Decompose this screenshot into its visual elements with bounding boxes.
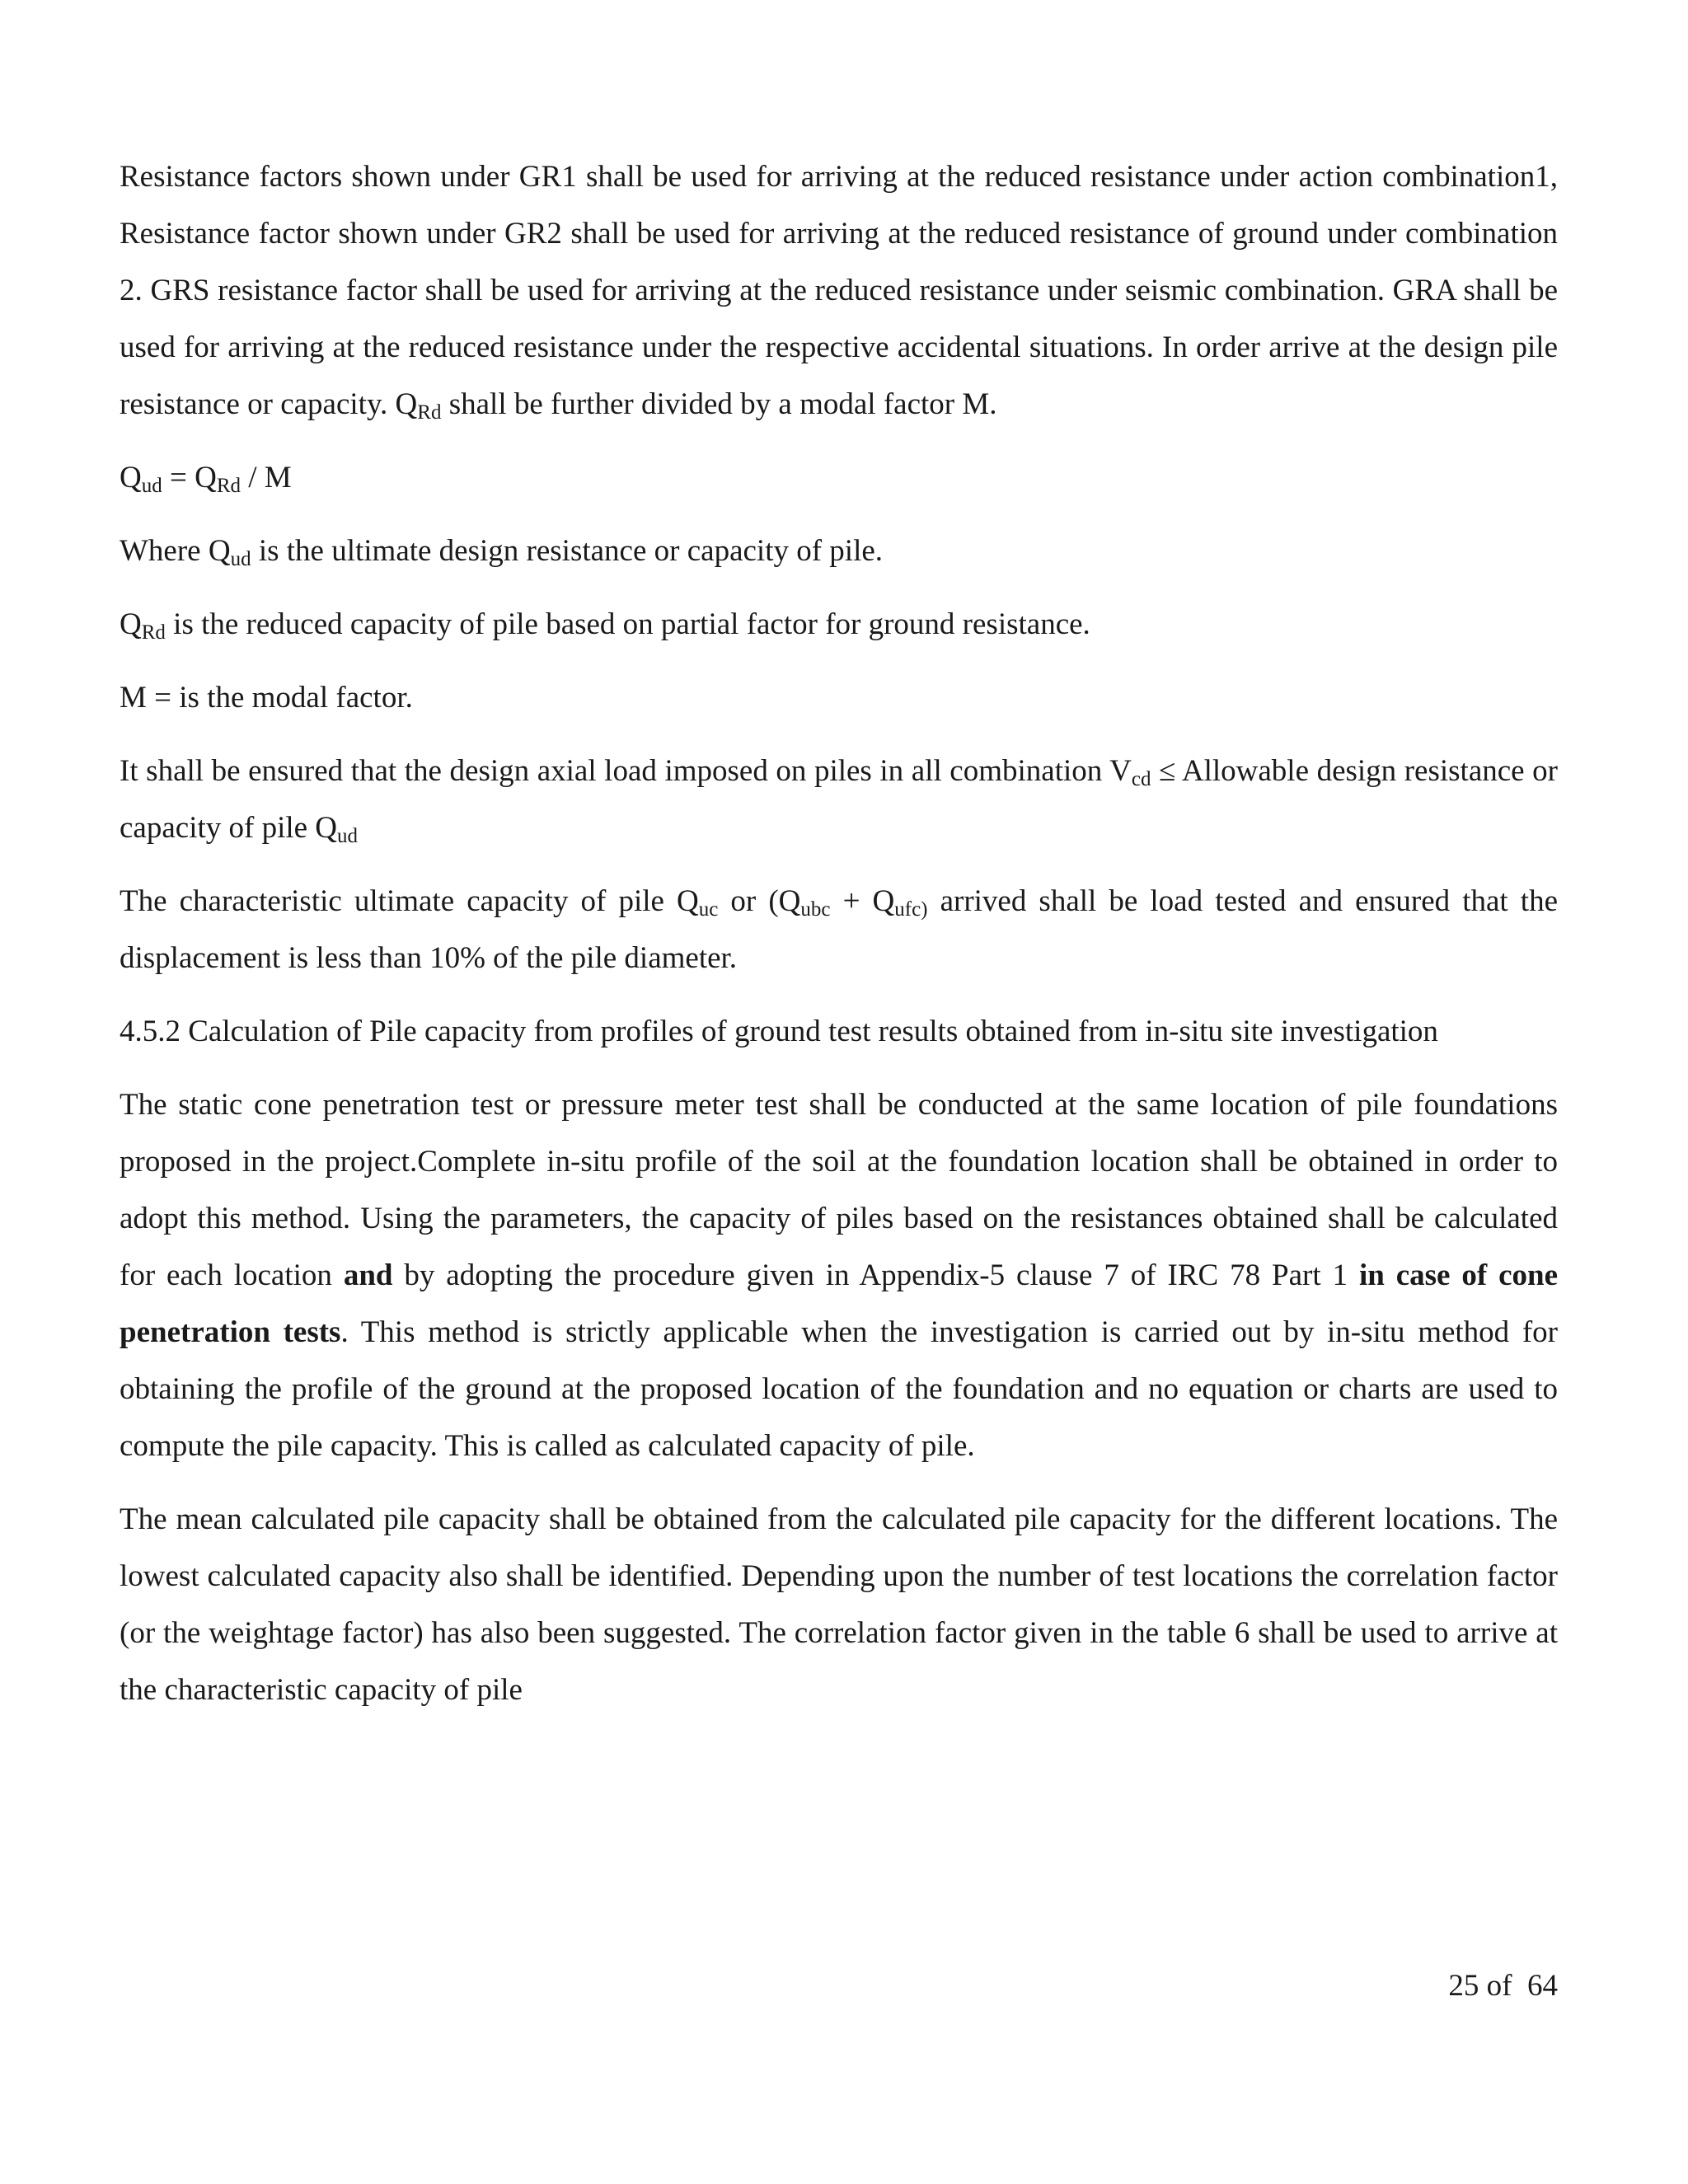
symbol-q: Q <box>395 387 418 421</box>
text-run: It shall be ensured that the design axial load imposed on piles in all combination V <box>120 754 1132 788</box>
subscript: Rd <box>141 621 166 644</box>
text-run: is the reduced capacity of pile based on partial factor for ground resistance. <box>165 607 1090 641</box>
paragraph-ensure-load <box>120 743 1558 856</box>
symbol-q: Q <box>120 607 142 641</box>
page-number: 25 of 64 <box>1448 1969 1558 2003</box>
paragraph-mean-capacity: The mean calculated pile capacity shall be obtained from the calculated pile capacity for the different locations. The lowest calculated capacity also shall be identified. Depending upon the number of test locations the correlation factor (or the weightage factor) has also been suggested. The correlation factor given in the table 6 shall be used to arrive at the characteristic capacity of pile <box>120 1502 1558 1707</box>
paragraph-characteristic-capacity <box>120 873 1558 987</box>
subscript: ud <box>141 475 162 497</box>
symbol-q: Q <box>120 461 142 494</box>
page-content <box>120 148 1558 1718</box>
text-run: The characteristic ultimate capacity of pile Q <box>120 884 699 918</box>
subscript: ud <box>337 825 359 847</box>
subscript: Rd <box>417 401 442 424</box>
definition-qud <box>120 523 1558 579</box>
subscript: Rd <box>216 475 241 497</box>
text-run: ≤ Allowable design resistance or capacity of pile Q <box>120 754 1558 845</box>
text-run: = Q <box>162 461 217 494</box>
text-run: Resistance factors shown under GR1 shall be used for arriving at the reduced resistance under action combination1, Resistance factor shown under GR2 shall be used for arriving at the reduced resistance of ground under combination 2. GRS resistance factor shall be used for arriving at the reduced resistance under seismic combination. GRA shall be used for arriving at the reduced resistance under the respective accidental situations. In order arrive at the design pile resistance or capacity. <box>120 160 1558 421</box>
subscript: ufc) <box>894 898 928 921</box>
equation-qud <box>120 449 1558 506</box>
text-run: The static cone penetration test or pressure meter test shall be conducted at the same location of pile foundations proposed in the project.Complete in-situ profile of the soil at the foundation location shall be obtained in order to adopt this method. Using the parameters, the capacity of piles based on the resistances obtained shall be calculated for each location <box>120 1088 1558 1292</box>
paragraph-static-cone-test <box>120 1076 1558 1474</box>
text-run: or (Q <box>718 884 801 918</box>
text-run: + Q <box>830 884 895 918</box>
subscript: ud <box>230 548 251 570</box>
text-run: arrived shall be load tested and ensured that the displacement is less than 10% of the pile diameter. <box>120 884 1558 975</box>
bold-text: and <box>343 1258 393 1292</box>
text-run: is the ultimate design resistance or capacity of pile. <box>251 534 884 568</box>
text-run: by adopting the procedure given in Appendix-5 clause 7 of IRC 78 Part 1 <box>392 1258 1359 1292</box>
subscript: uc <box>698 898 719 921</box>
subscript: cd <box>1131 768 1151 790</box>
section-heading-4-5-2: 4.5.2 Calculation of Pile capacity from profiles of ground test results obtained from in-situ site investigation <box>120 1015 1438 1048</box>
definition-qrd <box>120 596 1558 653</box>
text-run: Where Q <box>120 534 231 568</box>
paragraph-resistance-factors <box>120 148 1558 433</box>
subscript: ubc <box>800 898 831 921</box>
definition-modal-factor: M = is the modal factor. <box>120 681 413 715</box>
text-run: / M <box>241 461 292 494</box>
bold-text: in case of cone penetration tests <box>120 1258 1559 1349</box>
text-run: . This method is strictly applicable when the investigation is carried out by in-situ method for obtaining the profile of the ground at the proposed location of the foundation and no equation or charts are used to compute the pile capacity. This is called as calculated capacity of pile. <box>120 1315 1558 1463</box>
text-run: shall be further divided by a modal factor M. <box>441 387 997 421</box>
